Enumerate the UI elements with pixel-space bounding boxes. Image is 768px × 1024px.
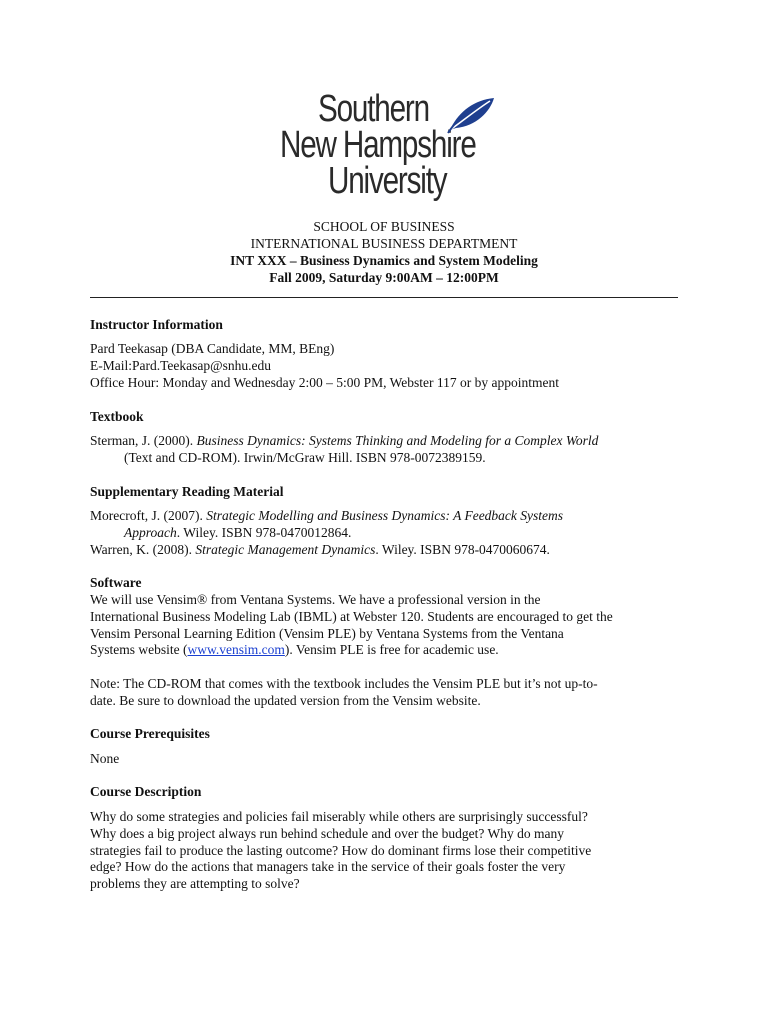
textbook-heading: Textbook [90,409,144,424]
department-name: INTERNATIONAL BUSINESS DEPARTMENT [250,236,518,251]
description-line: Why do some strategies and policies fail miserably while others are surprisingly successful? [90,809,588,824]
leaf-vein [450,101,490,130]
logo-line-southern: Southern [318,88,429,130]
software-note-line-1: Note: The CD-ROM that comes with the textbook includes the Vensim PLE but it’s not up-to- [90,676,598,691]
description-line: problems they are attempting to solve? [90,876,300,892]
instructor-email: E-Mail:Pard.Teekasap@snhu.edu [90,357,271,373]
course-term: Fall 2009, Saturday 9:00AM – 12:00PM [269,270,499,285]
software-line-1: We will use Vensim® from Ventana Systems. We have a professional version in the [90,592,541,607]
textbook-details: (Text and CD-ROM). Irwin/McGraw Hill. ISBN 978-0072389159. [124,449,486,465]
ref2-author: Warren, K. (2008). [90,541,196,557]
software-line-4-post: ). Vensim PLE is free for academic use. [284,642,499,658]
software-note-line-2: date. Be sure to download the updated version from the Vensim website. [90,692,481,708]
description-line: edge? How do the actions that managers take in the service of their goals foster the very [90,859,566,875]
ref2-title: Strategic Management Dynamics [195,541,376,557]
supplementary-heading: Supplementary Reading Material [90,484,284,499]
textbook-block [90,433,598,467]
instructor-block [90,341,559,391]
ref1-title-a: Strategic Modelling and Business Dynamics: A Feedback Systems [206,508,564,523]
ref1-title-b: Approach [124,524,177,540]
leaf-icon [446,94,496,134]
description-heading: Course Description [90,784,202,799]
course-header [90,218,678,286]
course-title: INT XXX – Business Dynamics and System Modeling [230,253,538,268]
description-block [90,809,591,893]
header-divider [90,297,678,298]
ref2-details: . Wiley. ISBN 978-0470060674. [375,541,550,557]
school-name: SCHOOL OF BUSINESS [313,219,455,234]
textbook-title: Business Dynamics: Systems Thinking and Modeling for a Complex World [196,433,599,448]
logo-line-university: University [328,160,447,202]
instructor-name: Pard Teekasap (DBA Candidate, MM, BEng) [90,341,335,356]
software-note [90,676,598,710]
software-block [90,592,613,659]
software-heading: Software [90,575,142,590]
instructor-heading: Instructor Information [90,317,223,332]
description-line: Why does a big project always run behind schedule and over the budget? Why do many [90,825,564,841]
university-logo [276,88,496,206]
ref1-details: . Wiley. ISBN 978-0470012864. [176,524,352,540]
prerequisites-value: None [90,751,120,766]
textbook-author: Sterman, J. (2000). [90,433,197,448]
ref1-author: Morecroft, J. (2007). [90,508,207,523]
vensim-link[interactable]: www.vensim.com [187,642,285,658]
software-line-2: International Business Modeling Lab (IBML) at Webster 120. Students are encouraged to get the [90,608,613,624]
software-line-4-pre: Systems website ( [90,642,188,658]
description-line: strategies fail to produce the lasting outcome? How do dominant firms lose their competitive [90,842,592,858]
logo-line-new-hampshire: New Hampshire [280,124,476,166]
prerequisites-heading: Course Prerequisites [90,726,210,741]
supplementary-block [90,508,563,558]
software-line-3: Vensim Personal Learning Edition (Vensim PLE) by Ventana Systems from the Ventana [90,625,564,641]
instructor-office-hours: Office Hour: Monday and Wednesday 2:00 – 5:00 PM, Webster 117 or by appointment [90,374,560,390]
